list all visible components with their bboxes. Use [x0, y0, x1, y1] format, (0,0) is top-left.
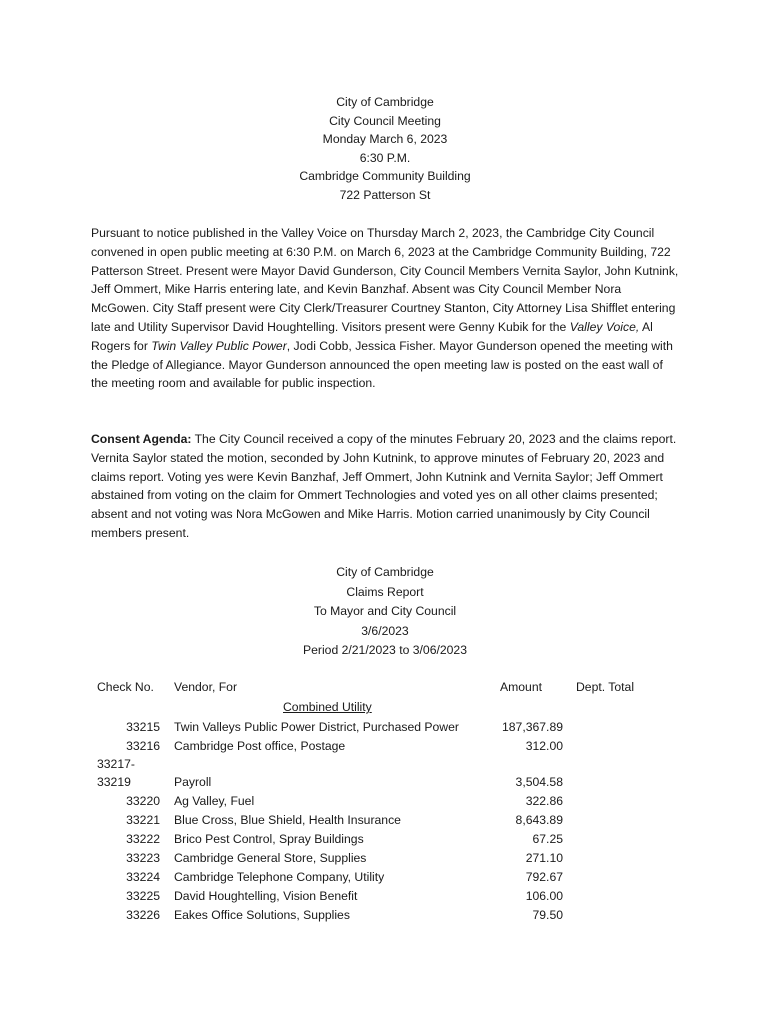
amount: 312.00	[525, 739, 563, 753]
table-row	[0, 832, 770, 851]
vendor: Payroll	[174, 775, 212, 789]
amount: 3,504.58	[515, 775, 563, 789]
header-line-address: 722 Patterson St	[339, 187, 431, 202]
check-number: 33215	[126, 720, 160, 734]
check-number: 33225	[126, 889, 160, 903]
intro-text-1: Pursuant to notice published in the Valley Voice on Thursday March 2, 2023, the Cambridge City Council convened in open public meeting at 6:30 P.M. on March 6, 2023 at the Cambridge Community Building, 722 Patterson Street. Present were Mayor David Gunderson, City Council Members Vernita Saylor, John Kutnink, Jeff Ommert, Mike Harris entering late, and Kevin Banzhaf. Absent was City Council Member Nora McGowen. City Staff present were City Clerk/Treasurer Courtney Stanton, City Attorney Lisa Shifflet entering late and Utility Supervisor David Houghtelling. Visitors present were Genny Kubik for the	[91, 226, 679, 334]
vendor: Blue Cross, Blue Shield, Health Insurance	[174, 813, 401, 827]
intro-paragraph	[91, 224, 681, 393]
consent-agenda-label: Consent Agenda:	[91, 432, 192, 446]
check-number: 33223	[126, 851, 160, 865]
consent-agenda-paragraph	[91, 430, 681, 543]
amount: 322.86	[525, 794, 563, 808]
header-amount: Amount	[500, 680, 543, 694]
amount: 187,367.89	[502, 720, 563, 734]
header-line-building: Cambridge Community Building	[299, 169, 471, 184]
intro-twin-valley: Twin Valley Public Power	[151, 338, 287, 353]
intro-valley-voice: Valley Voice,	[569, 319, 640, 334]
header-line-time: 6:30 P.M.	[359, 150, 411, 165]
section-combined-utility: Combined Utility	[283, 700, 372, 714]
header-line-meeting: City Council Meeting	[329, 113, 441, 128]
amount: 8,643.89	[515, 813, 563, 827]
vendor: Brico Pest Control, Spray Buildings	[174, 832, 364, 846]
header-line-city: City of Cambridge	[336, 95, 434, 109]
claims-line-city: City of Cambridge	[336, 565, 434, 579]
table-row	[0, 720, 770, 739]
check-number: 33216	[126, 739, 160, 753]
check-number: 33221	[126, 813, 160, 827]
table-header-row	[0, 680, 770, 699]
vendor: Cambridge Telephone Company, Utility	[174, 870, 385, 884]
table-row	[0, 889, 770, 908]
header-vendor: Vendor, For	[174, 680, 238, 694]
table-row	[0, 908, 770, 927]
table-row	[0, 851, 770, 870]
header-line-date: Monday March 6, 2023	[322, 132, 448, 147]
vendor: Eakes Office Solutions, Supplies	[174, 908, 350, 922]
claims-line-title: Claims Report	[346, 584, 424, 599]
check-number-range-start: 33217-	[97, 757, 135, 771]
claims-line-period: Period 2/21/2023 to 3/06/2023	[303, 643, 467, 657]
table-row	[0, 813, 770, 832]
check-number: 33220	[126, 794, 160, 808]
amount: 271.10	[525, 851, 563, 865]
section-row	[0, 700, 770, 719]
table-row	[0, 794, 770, 813]
claims-line-to: To Mayor and City Council	[313, 604, 457, 618]
header-dept-total: Dept. Total	[576, 680, 635, 694]
check-number: 33224	[126, 870, 160, 884]
claims-report-header	[0, 563, 770, 661]
amount: 79.50	[532, 908, 563, 922]
intro-text-2: Al Rogers for	[91, 319, 653, 353]
intro-text-3: , Jodi Cobb, Jessica Fisher. Mayor Gunderson opened the meeting with the Pledge of Allegiance. Mayor Gunderson announced the open meeting law is posted on the east wall of the meeting room and available for public inspection.	[91, 338, 673, 391]
amount: 67.25	[532, 832, 563, 846]
vendor: Twin Valleys Public Power District, Purchased Power	[174, 720, 459, 734]
claims-line-date: 3/6/2023	[361, 623, 409, 638]
vendor: Ag Valley, Fuel	[174, 794, 255, 808]
consent-agenda-text: The City Council received a copy of the minutes February 20, 2023 and the claims report. Vernita Saylor stated the motion, seconded by John Kutnink, to approve minutes of February 20, 2023 and claims report. Voting yes were Kevin Banzhaf, Jeff Ommert, John Kutnink and Vernita Saylor; Jeff Ommert abstained from voting on the claim for Ommert Technologies and voted yes on all other claims presented; absent and not voting was Nora McGowen and Mike Harris. Motion carried unanimously by City Council members present.	[91, 432, 677, 540]
table-row	[0, 870, 770, 889]
amount: 792.67	[525, 870, 563, 884]
table-row	[0, 757, 770, 794]
vendor: Cambridge Post office, Postage	[174, 739, 346, 753]
table-row	[0, 739, 770, 758]
check-number: 33226	[126, 908, 160, 922]
check-number-range-end: 33219	[97, 775, 131, 789]
amount: 106.00	[525, 889, 563, 903]
check-number: 33222	[126, 832, 160, 846]
meeting-header	[0, 93, 770, 205]
vendor: Cambridge General Store, Supplies	[174, 851, 367, 865]
vendor: David Houghtelling, Vision Benefit	[174, 889, 358, 903]
header-check-no: Check No.	[97, 680, 154, 694]
